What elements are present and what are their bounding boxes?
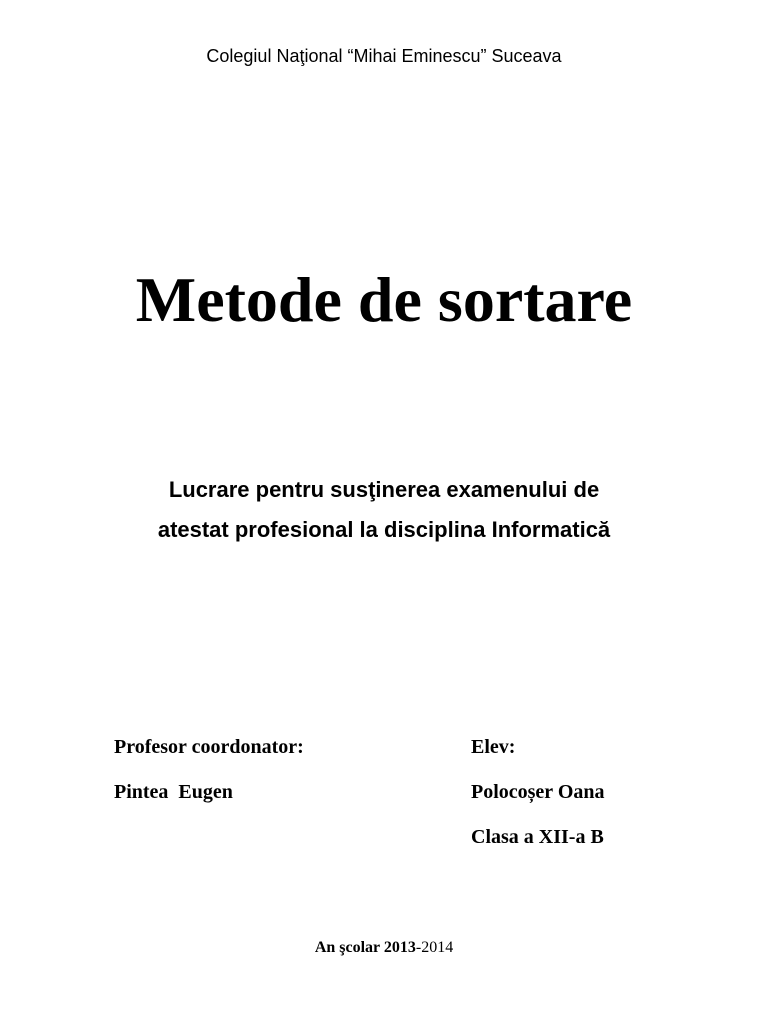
document-subtitle [84, 470, 684, 550]
school-year-suffix: -2014 [415, 939, 454, 956]
subtitle-line-2: atestat profesional la disciplina Informatică [157, 517, 611, 542]
subtitle-line-1: Lucrare pentru susţinerea examenului de [168, 477, 600, 502]
student-class: Clasa a XII-a B [471, 826, 604, 848]
student-name: Polocoșer Oana [471, 781, 605, 803]
coordinator-name: Pintea Eugen [114, 781, 233, 803]
school-year-label: An şcolar 2013 [314, 939, 416, 956]
school-year [0, 939, 768, 957]
coordinator-label: Profesor coordonator: [114, 736, 304, 758]
document-title: Metode de sortare [135, 264, 633, 335]
student-label: Elev: [471, 736, 516, 758]
institution-name: Colegiul Naţional “Mihai Eminescu” Suceava [206, 46, 562, 66]
